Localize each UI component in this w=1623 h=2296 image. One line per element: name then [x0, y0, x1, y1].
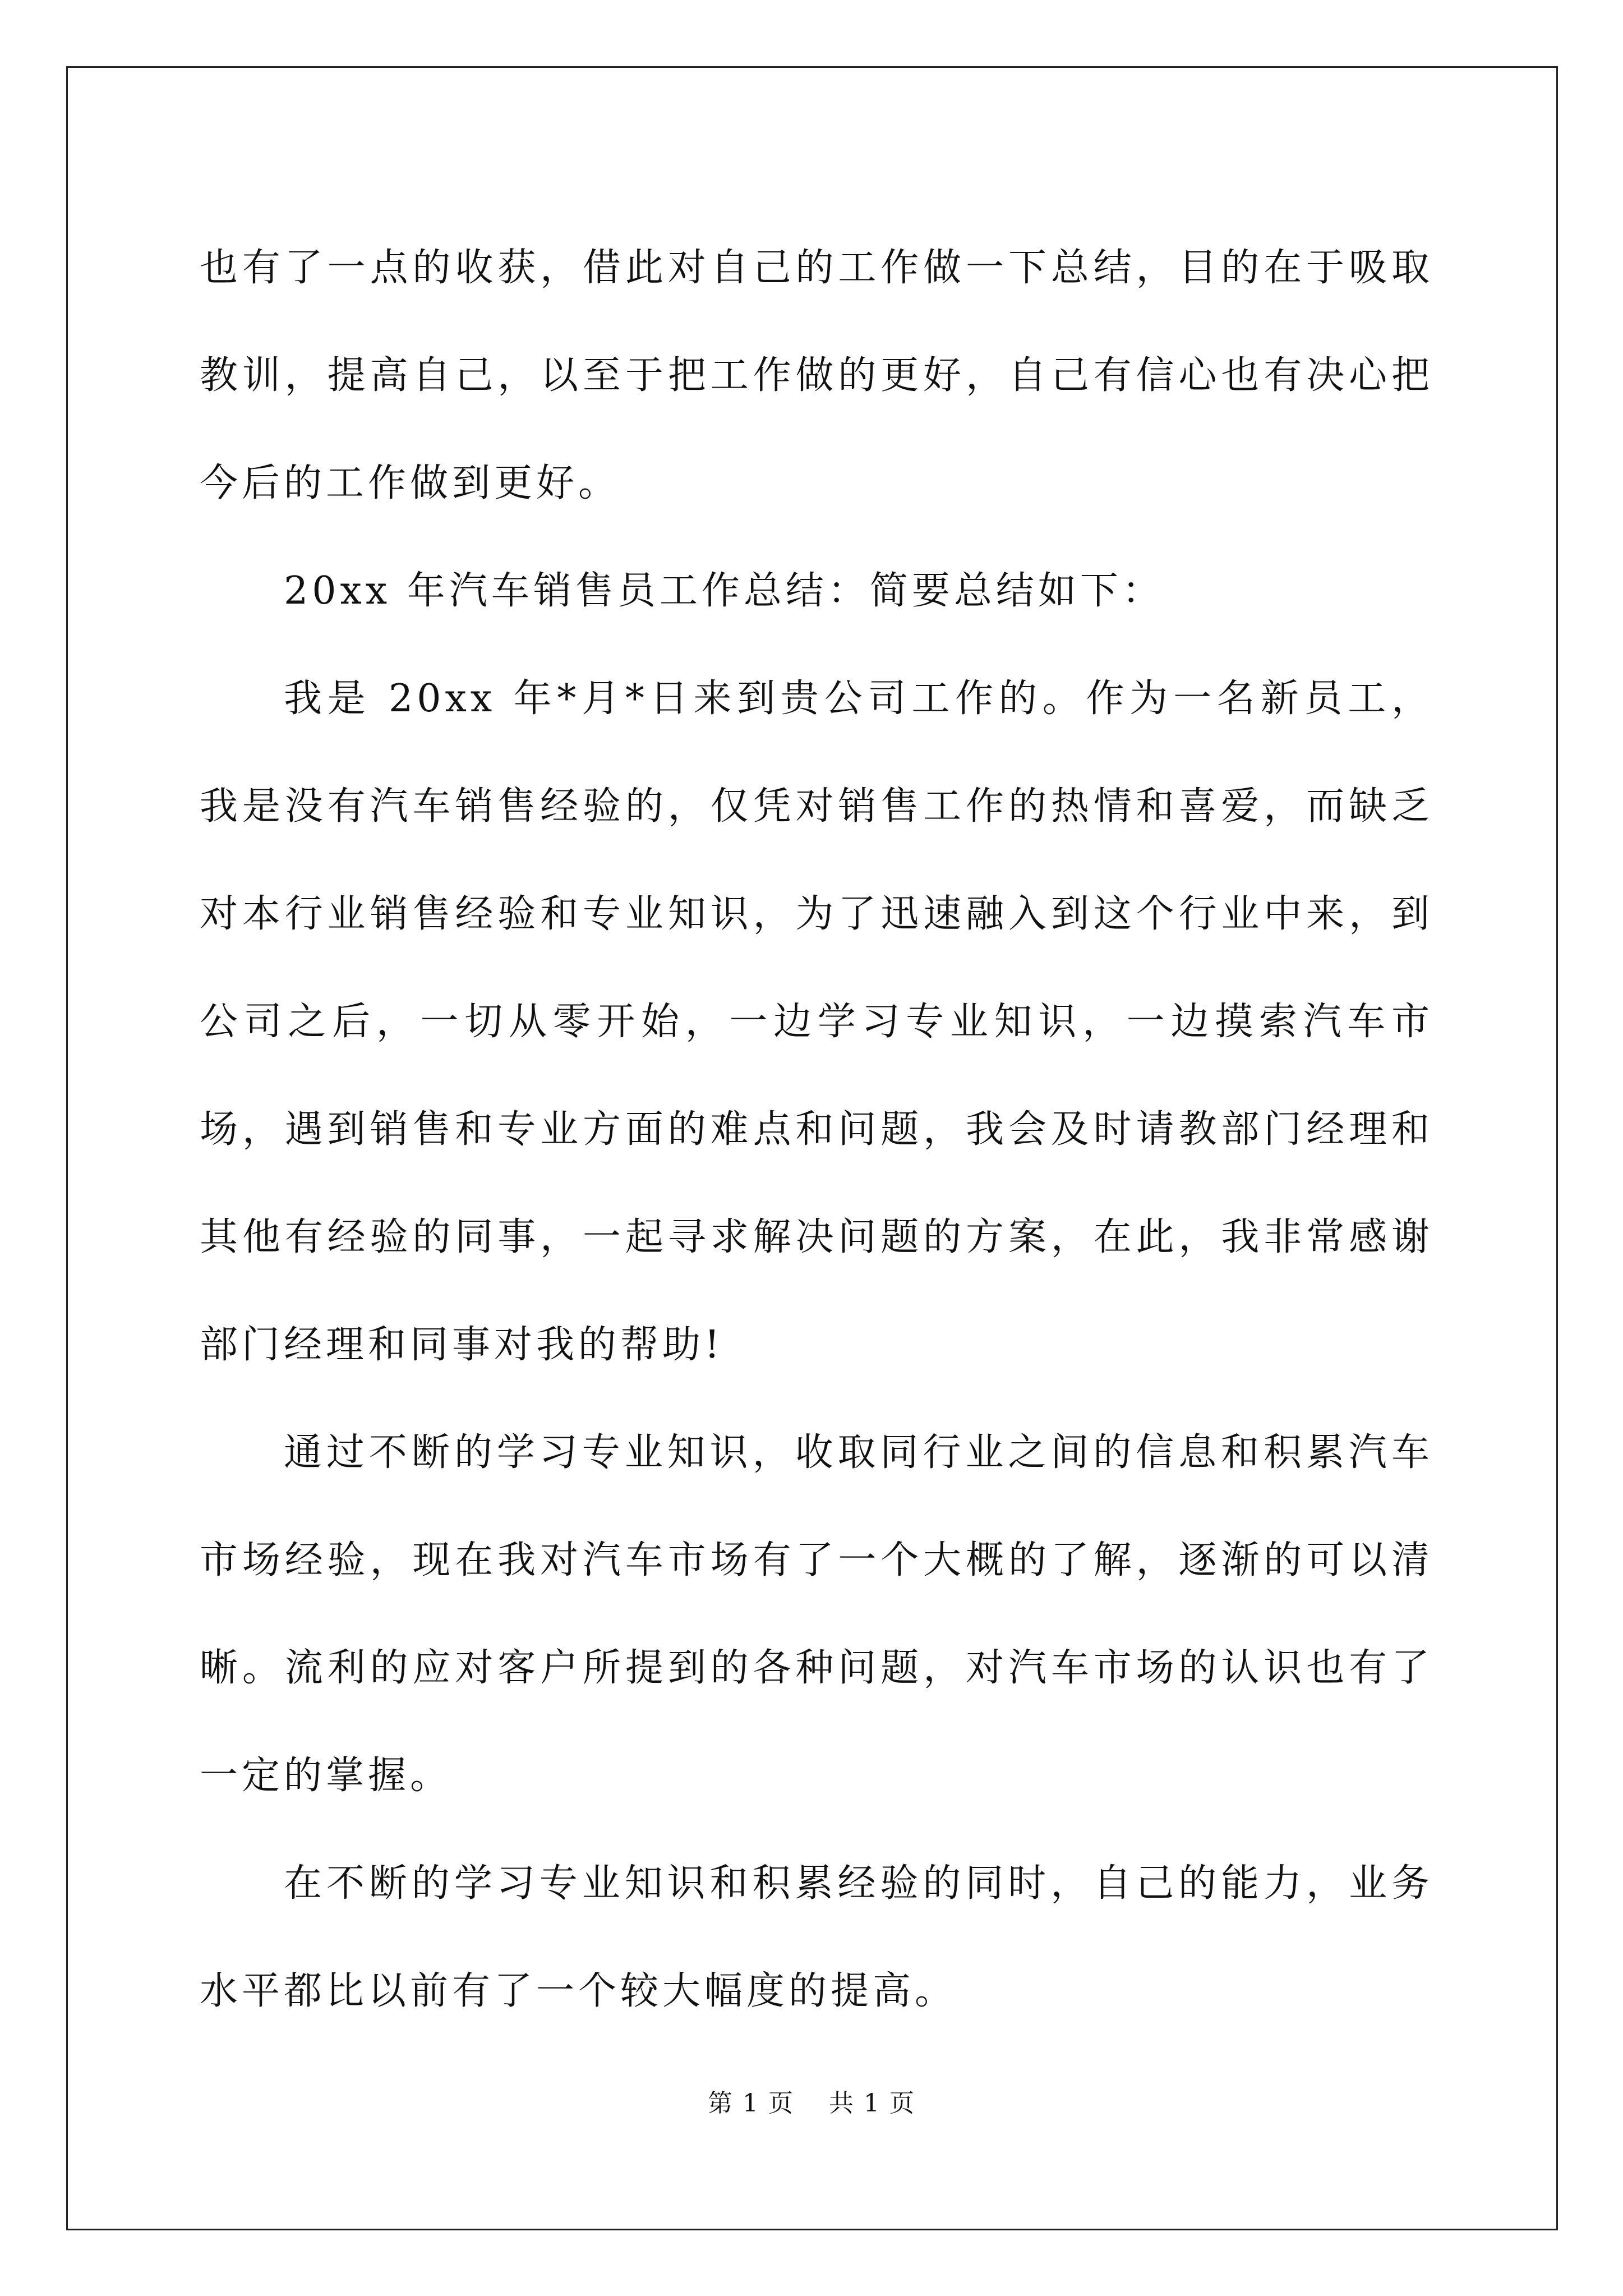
paragraph-intro: 我是 20xx 年*月*日来到贵公司工作的。作为一名新员工，我是没有汽车销售经验的，仅凭对销售工作的热情和喜爱，而缺乏对本行业销售经验和专业知识，为了迅速融入到这个行业中来，到公司之后，一切从零开始，一边学习专业知识，一边摸索汽车市场，遇到销售和专业方面的难点和问题，我会及时请教部门经理和其他有经验的同事，一起寻求解决问题的方案，在此，我非常感谢部门经理和同事对我的帮助! — [200, 677, 1433, 1367]
paragraph-learning: 通过不断的学习专业知识，收取同行业之间的信息和积累汽车市场经验，现在我对汽车市场有了一个大概的了解，逐渐的可以清晰。流利的应对客户所提到的各种问题，对汽车市场的认识也有了一定的掌握。 — [200, 1430, 1433, 1798]
paragraph-continued: 也有了一点的收获，借此对自己的工作做一下总结，目的在于吸取教训，提高自己，以至于把工作做的更好，自己有信心也有决心把今后的工作做到更好。 — [200, 246, 1433, 505]
paragraph-improvement: 在不断的学习专业知识和积累经验的同时，自己的能力，业务水平都比以前有了一个较大幅度的提高。 — [200, 1861, 1433, 2013]
paragraph-heading: 20xx 年汽车销售员工作总结：简要总结如下： — [284, 569, 1164, 613]
page-footer: 第 1 页 共 1 页 — [708, 2089, 915, 2118]
document-body — [200, 214, 1433, 2045]
